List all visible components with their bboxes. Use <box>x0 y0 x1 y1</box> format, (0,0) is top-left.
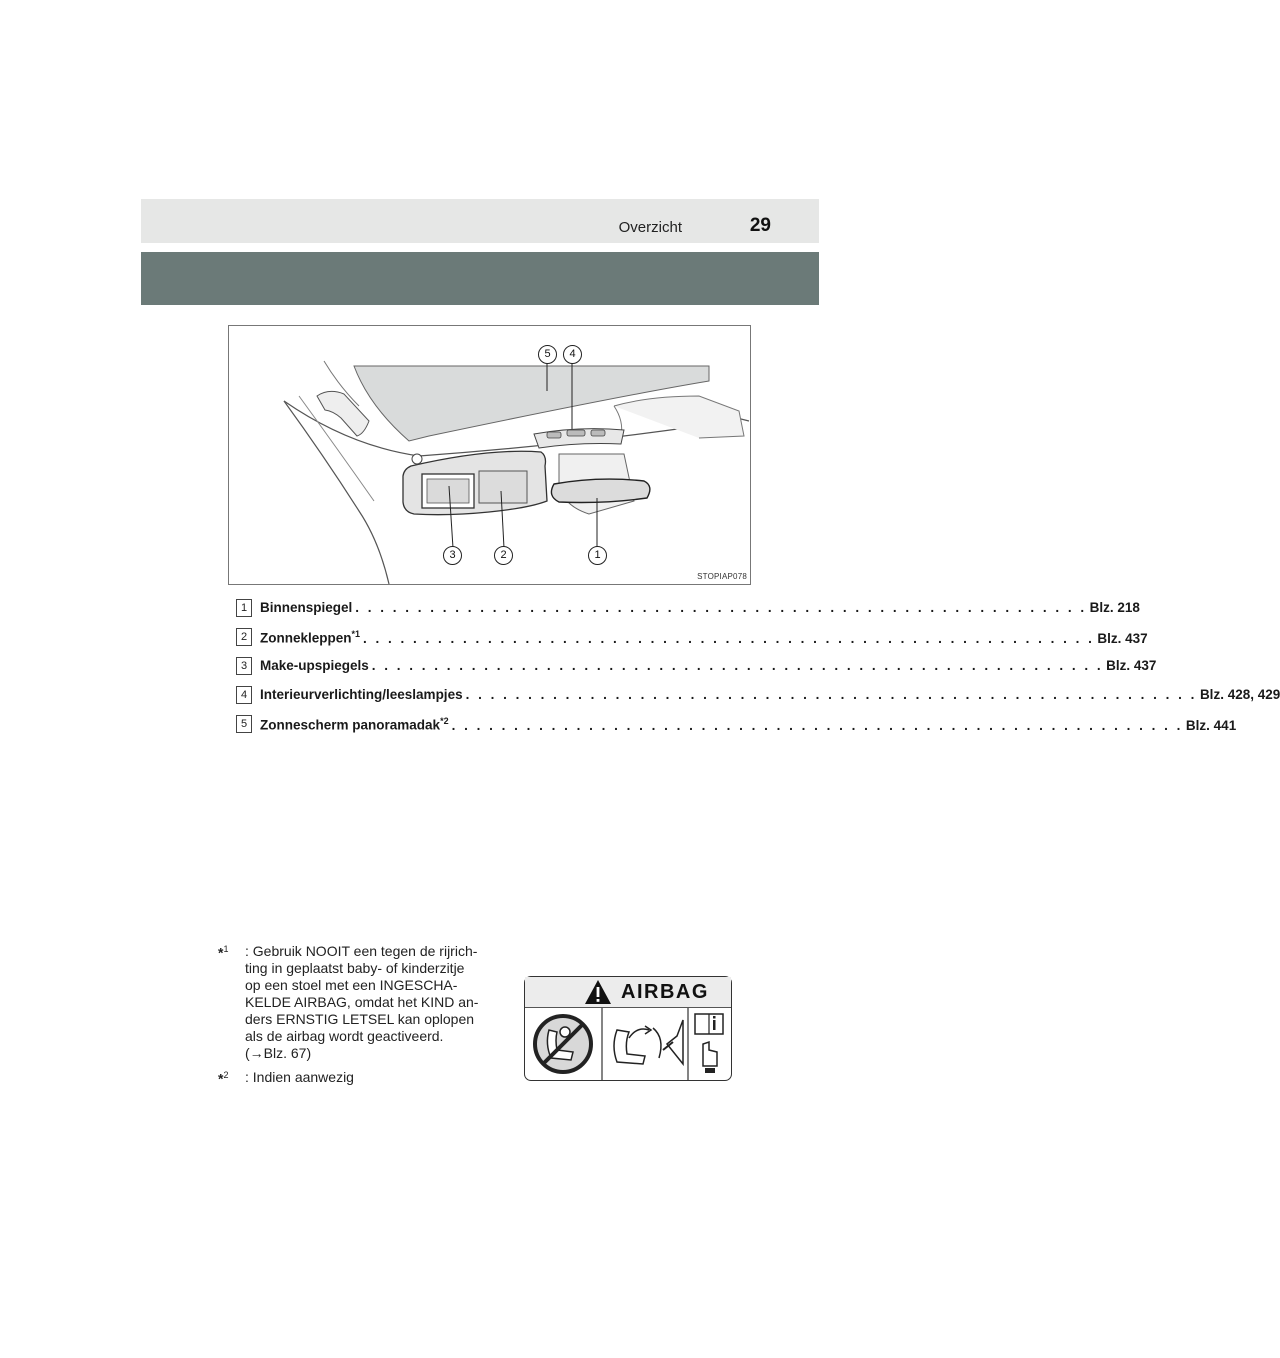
index-number: 1 <box>236 599 252 617</box>
leader-dots: . . . . . . . . . . . . . . . . . . . . . . . . . . . . . . . . . . . . . . . . . . . . . . . . . . . . . . . . . . . <box>363 630 1095 646</box>
no-child-seat-icon <box>535 1016 591 1072</box>
callout-1: 1 <box>588 546 607 565</box>
callout-4: 4 <box>563 345 582 364</box>
footnotes <box>218 943 508 1093</box>
footnote <box>218 943 508 1062</box>
figure-code: STOPIAP078 <box>697 572 747 581</box>
section-band <box>141 252 819 305</box>
index-number: 5 <box>236 715 252 733</box>
warning-pictograms <box>525 1008 731 1080</box>
index-row <box>236 714 1237 740</box>
index-label: Zonnekleppen$^{*1}$ <box>260 629 361 646</box>
index-row <box>236 598 1140 624</box>
footnote-mark: *$^2$ <box>218 1070 229 1087</box>
page-reference[interactable]: Blz. 441 <box>1185 717 1237 733</box>
page-reference[interactable]: Blz. 437 <box>1106 658 1157 673</box>
section-title: Overzicht <box>618 219 682 236</box>
callout-3: 3 <box>443 546 462 565</box>
footnote <box>218 1069 508 1086</box>
footnote-ref: *2 <box>440 716 449 726</box>
callout-5: 5 <box>538 345 557 364</box>
warning-pictogram-panel <box>525 1008 731 1080</box>
footnote-text: : Indien aanwezig <box>245 1069 354 1085</box>
warning-triangle-icon <box>583 978 613 1006</box>
warning-header <box>525 977 731 1008</box>
leader-dots: . . . . . . . . . . . . . . . . . . . . . . . . . . . . . . . . . . . . . . . . . . . . . . . . . . . . . . . . . . . <box>451 717 1183 733</box>
seat-airbag-icon <box>614 1020 683 1064</box>
callout-2: 2 <box>494 546 513 565</box>
page-reference[interactable]: Blz. 428, 429 <box>1199 687 1280 702</box>
warning-title: AIRBAG <box>621 981 709 1003</box>
page-header <box>141 199 819 243</box>
page-number: 29 <box>749 215 771 236</box>
leader-dots: . . . . . . . . . . . . . . . . . . . . . . . . . . . . . . . . . . . . . . . . . . . . . . . . . . . . . . . . . . . <box>355 600 1087 615</box>
leader-dots: . . . . . . . . . . . . . . . . . . . . . . . . . . . . . . . . . . . . . . . . . . . . . . . . . . . . . . . . . . . <box>465 687 1197 702</box>
component-index <box>236 598 1280 743</box>
footnote-mark: *$^1$ <box>218 944 229 961</box>
index-label: Make-upspiegels <box>260 658 369 673</box>
page-reference[interactable]: Blz. 437 <box>1097 630 1148 646</box>
index-row <box>236 656 1157 682</box>
footnote-text: : Gebruik NOOIT een tegen de rijrich- ting in geplaatst baby- of kinderzitje op een stoel met een INGESCHA- KELDE AIRBAG, omdat het KIND an- ders ERNSTIG LETSEL kan oplopen als de airbag wordt geactiveerd. (→Blz. 67) <box>245 943 479 1061</box>
read-manual-icon <box>695 1014 723 1073</box>
index-number: 4 <box>236 686 252 704</box>
ceiling-drawing <box>229 326 750 584</box>
leader-dots: . . . . . . . . . . . . . . . . . . . . . . . . . . . . . . . . . . . . . . . . . . . . . . . . . . . . . . . . . . . <box>371 658 1104 673</box>
airbag-warning-label <box>524 976 732 1081</box>
index-label: Interieurverlichting/leeslampjes <box>260 687 463 702</box>
index-row <box>236 685 1280 711</box>
footnote-ref: *1 <box>351 629 361 639</box>
page-reference[interactable]: Blz. 218 <box>1089 600 1140 615</box>
index-number: 2 <box>236 628 252 646</box>
interior-illustration <box>228 325 751 585</box>
index-label: Binnenspiegel <box>260 600 353 615</box>
index-label: Zonnescherm panoramadak$^{*2}$ <box>260 716 449 733</box>
index-row <box>236 627 1148 653</box>
index-number: 3 <box>236 657 252 675</box>
